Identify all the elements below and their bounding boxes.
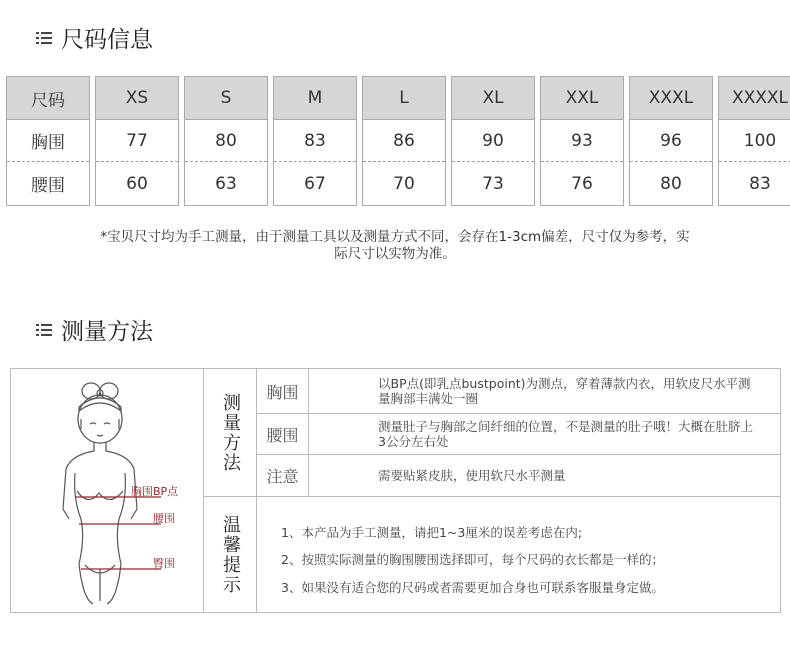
bust-cell: 90 [452,120,534,162]
tip-item: 3、如果没有适合您的尺码或者需要更加合身也可联系客服量身定做。 [281,580,664,595]
hip-label: 臀围 [153,557,175,570]
waist-cell: 80 [660,173,682,194]
method-key: 注意 [257,455,309,496]
size-header-cell: XL [452,77,534,120]
bust-cell: 100 [719,120,790,162]
method-value: 以BP点(即乳点bustpoint)为测点，穿着薄款内衣，用软皮尺水平测量胸部丰满处一圈 [378,376,751,406]
tips-list [257,497,780,612]
size-column [540,76,624,206]
waist-cell: 67 [304,173,326,194]
waist-cell: 76 [571,173,593,194]
bust-cell: 胸围 [7,120,89,162]
size-column [362,76,446,206]
tip-item: 1、本产品为手工测量，请把1~3厘米的误差考虑在内; [281,525,583,540]
size-column [273,76,357,206]
size-header-cell: M [274,77,356,120]
bust-cell: 83 [274,120,356,162]
size-column [718,76,790,206]
list-icon [36,31,52,45]
size-header-cell: XS [96,77,178,120]
waist-cell: 73 [482,173,504,194]
bust-cell: 80 [185,120,267,162]
method-row-waist [257,414,780,455]
size-header-cell: L [363,77,445,120]
size-header-cell: XXXXL [719,77,790,120]
size-header-cell: 尺码 [7,77,89,120]
method-value: 需要贴紧皮肤，使用软尺水平测量 [378,468,566,483]
method-label: 测量方法 [204,369,257,497]
method-key: 腰围 [257,414,309,454]
size-column [451,76,535,206]
measure-heading [36,313,153,346]
waist-cell: 60 [126,173,148,194]
waist-cell: 83 [749,173,771,194]
size-column [629,76,713,206]
method-row-bust [257,369,780,414]
measure-title: 测量方法 [61,319,153,345]
waist-label: 腰围 [153,512,175,525]
waist-cell: 70 [393,173,415,194]
size-column [184,76,268,206]
size-header-cell: XXL [541,77,623,120]
tip-item: 2、按照实际测量的胸围腰围选择即可，每个尺码的衣长都是一样的； [281,552,664,567]
bust-cell: 93 [541,120,623,162]
method-key: 胸围 [257,369,309,413]
waist-cell: 63 [215,173,237,194]
measure-panel [10,368,781,613]
size-header-cell: S [185,77,267,120]
list-icon [36,323,52,337]
waist-cell: 腰围 [31,176,65,196]
method-value: 测量肚子与胸部之间纤细的位置，不是测量的肚子哦！大概在肚脐上3公分左右处 [378,419,754,449]
body-figure [11,369,204,612]
bust-label: 胸围BP点 [131,485,179,498]
size-note: *宝贝尺寸均为手工测量，由于测量工具以及测量方式不同，会存在1-3cm偏差，尺寸仅为参考，实际尺寸以实物为准。 [100,229,690,262]
bust-cell: 77 [96,120,178,162]
size-info-title: 尺码信息 [61,27,153,53]
bust-cell: 86 [363,120,445,162]
size-header-cell: XXXL [630,77,712,120]
tips-label: 温馨提示 [204,497,257,612]
size-info-heading [36,21,153,54]
size-column [6,76,90,206]
method-row-note [257,455,780,497]
bust-cell: 96 [630,120,712,162]
size-table [6,76,790,206]
size-column [95,76,179,206]
body-illustration [11,369,203,612]
